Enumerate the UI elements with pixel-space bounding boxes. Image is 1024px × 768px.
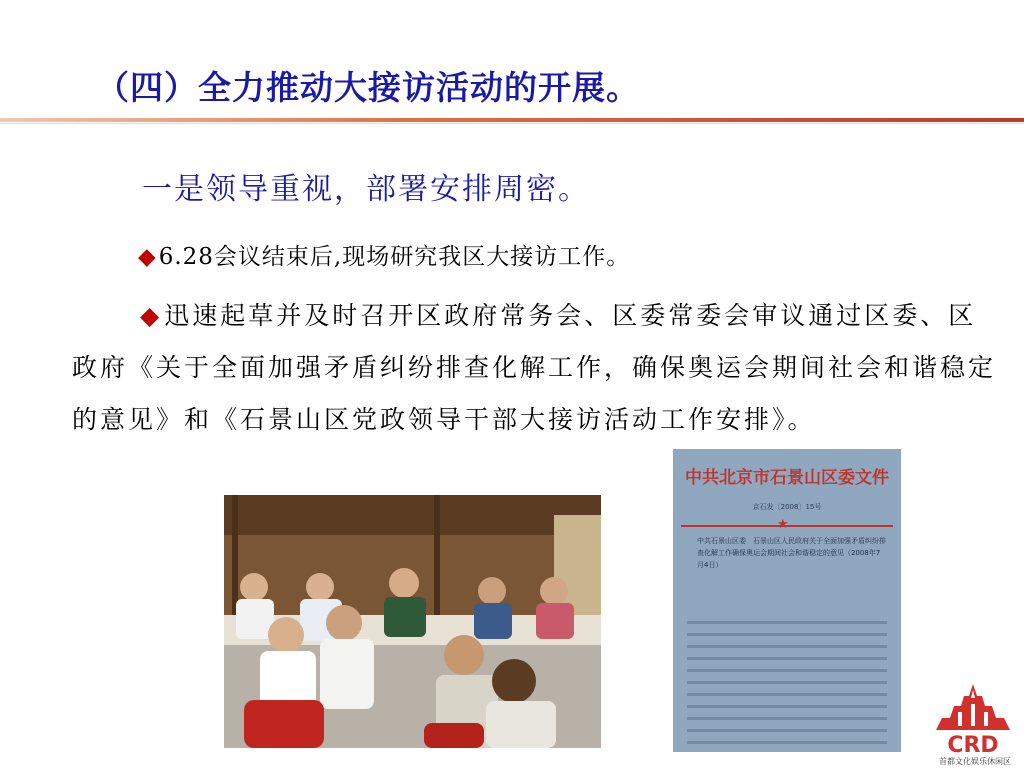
document-number: 京石发〔2008〕15号: [752, 503, 822, 511]
official-document-image: [673, 449, 901, 752]
bullet-item: [72, 290, 996, 446]
diamond-bullet-icon: ◆: [138, 244, 157, 270]
bullet-text: 迅速起草并及时召开区政府常务会、区委常委会审议通过区委、区政府《关于全面加强矛盾纠纷排查化解工作，确保奥运会期间社会和谐稳定的意见》和《石景山区党政领导干部大接访活动工作安排》。: [72, 301, 997, 434]
document-header: 中共北京市石景山区委文件: [685, 468, 889, 488]
meeting-photo: [224, 495, 601, 748]
logo-caption: 首都文化娱乐休闲区: [939, 757, 1011, 766]
subheading: 一是领导重视，部署安排周密。: [142, 172, 590, 207]
title-divider: [0, 118, 1024, 122]
diamond-bullet-icon: ◆: [140, 301, 163, 330]
document-text-lines: [687, 621, 887, 752]
crd-logo: [930, 684, 1016, 764]
slide-title: （四）全力推动大接访活动的开展。: [96, 68, 640, 107]
title-divider-shadow: [0, 123, 1024, 124]
star-icon: ★: [777, 517, 789, 532]
bullet-item: [138, 238, 630, 271]
document-title-block: 中共石景山区委 石景山区人民政府关于全面加强矛盾纠纷排查化解工作确保奥运会期间社会和谐稳定的意见（2008年7月4日）: [697, 537, 886, 569]
meeting-photo-graphic: [224, 495, 601, 748]
bullet-text: 6.28会议结束后,现场研究我区大接访工作。: [158, 244, 631, 270]
logo-text: CRD: [947, 733, 999, 756]
crd-logo-mark: [930, 684, 1016, 756]
